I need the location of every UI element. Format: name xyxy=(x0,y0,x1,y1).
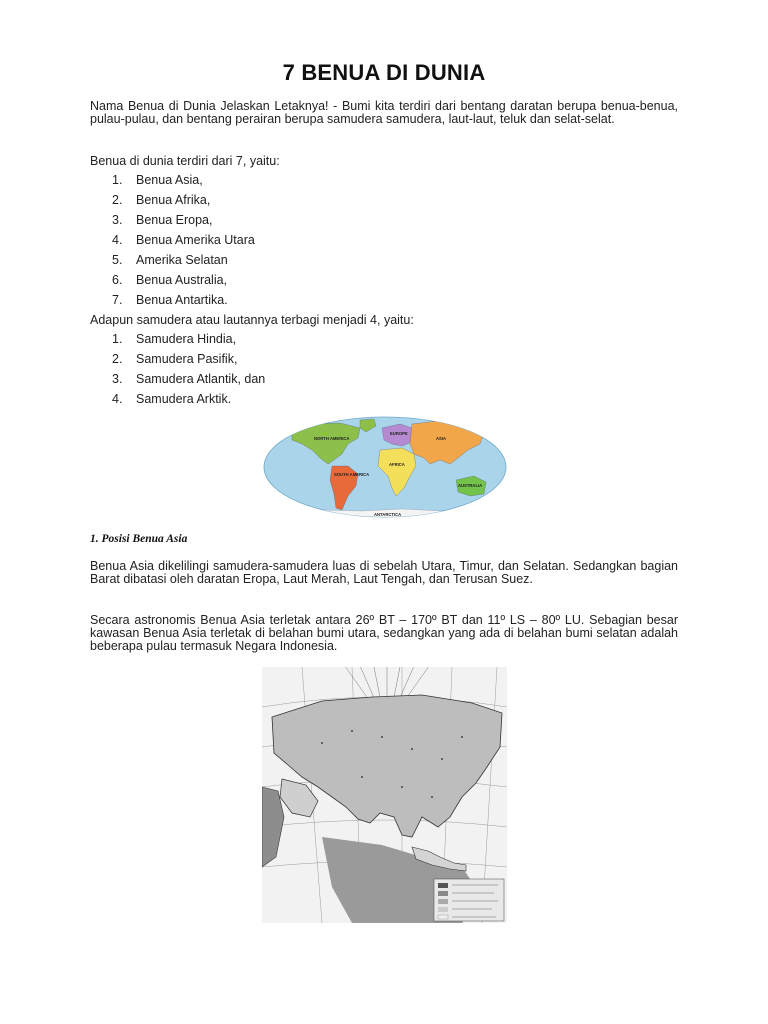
world-map xyxy=(262,414,508,520)
label-asia: ASIA xyxy=(436,436,447,441)
list-item: 2. Samudera Pasifik, xyxy=(112,352,238,366)
list-item: 1. Samudera Hindia, xyxy=(112,332,237,346)
list-item: 7. Benua Antartika. xyxy=(112,293,228,307)
label-south-america: SOUTH AMERICA xyxy=(334,472,370,477)
list-item: 5. Amerika Selatan xyxy=(112,253,228,267)
label-africa: AFRICA xyxy=(389,462,405,467)
label-europe: EUROPE xyxy=(390,431,408,436)
oceans-intro: Adapun samudera atau lautannya terbagi menjadi 4, yaitu: xyxy=(90,313,414,327)
list-item: 3. Samudera Atlantik, dan xyxy=(112,372,266,386)
oceans-list xyxy=(90,329,265,409)
list-item: 3. Benua Eropa, xyxy=(112,213,213,227)
list-item: 4. Samudera Arktik. xyxy=(112,392,232,406)
label-antarctica: ANTARCTICA xyxy=(374,512,402,517)
label-north-america: NORTH AMERICA xyxy=(314,436,350,441)
intro-paragraph: Nama Benua di Dunia Jelaskan Letaknya! - Bumi kita terdiri dari bentang daratan berupa benua-benua, pulau-pulau, dan bentang perairan berupa samudera samudera, laut-laut, teluk dan selat-selat. xyxy=(90,99,678,126)
map-legend xyxy=(434,879,504,921)
label-australia: AUSTRALIA xyxy=(458,483,483,488)
asia-paragraph-2: Secara astronomis Benua Asia terletak antara 26º BT – 170º BT dan 11º LS – 80º LU. Sebagian besar kawasan Benua Asia terletak di belahan bumi utara, sedangkan yang ada di belahan bumi selatan adalah beberapa pulau termasuk Negara Indonesia. xyxy=(90,613,678,653)
section-heading: 1. Posisi Benua Asia xyxy=(90,533,188,545)
asia-paragraph-1: Benua Asia dikelilingi samudera-samudera luas di sebelah Utara, Timur, dan Selatan. Sedangkan bagian Barat dibatasi oleh daratan Eropa, Laut Merah, Laut Tengah, dan Terusan Suez. xyxy=(90,559,678,586)
continents-intro: Benua di dunia terdiri dari 7, yaitu: xyxy=(90,154,280,168)
asia-map xyxy=(262,667,507,923)
list-item: 6. Benua Australia, xyxy=(112,273,228,287)
list-item: 2. Benua Afrika, xyxy=(112,193,211,207)
list-item: 1. Benua Asia, xyxy=(112,173,203,187)
continents-list xyxy=(90,170,255,310)
list-item: 4. Benua Amerika Utara xyxy=(112,233,255,247)
page-title: 7 BENUA DI DUNIA xyxy=(282,60,486,85)
